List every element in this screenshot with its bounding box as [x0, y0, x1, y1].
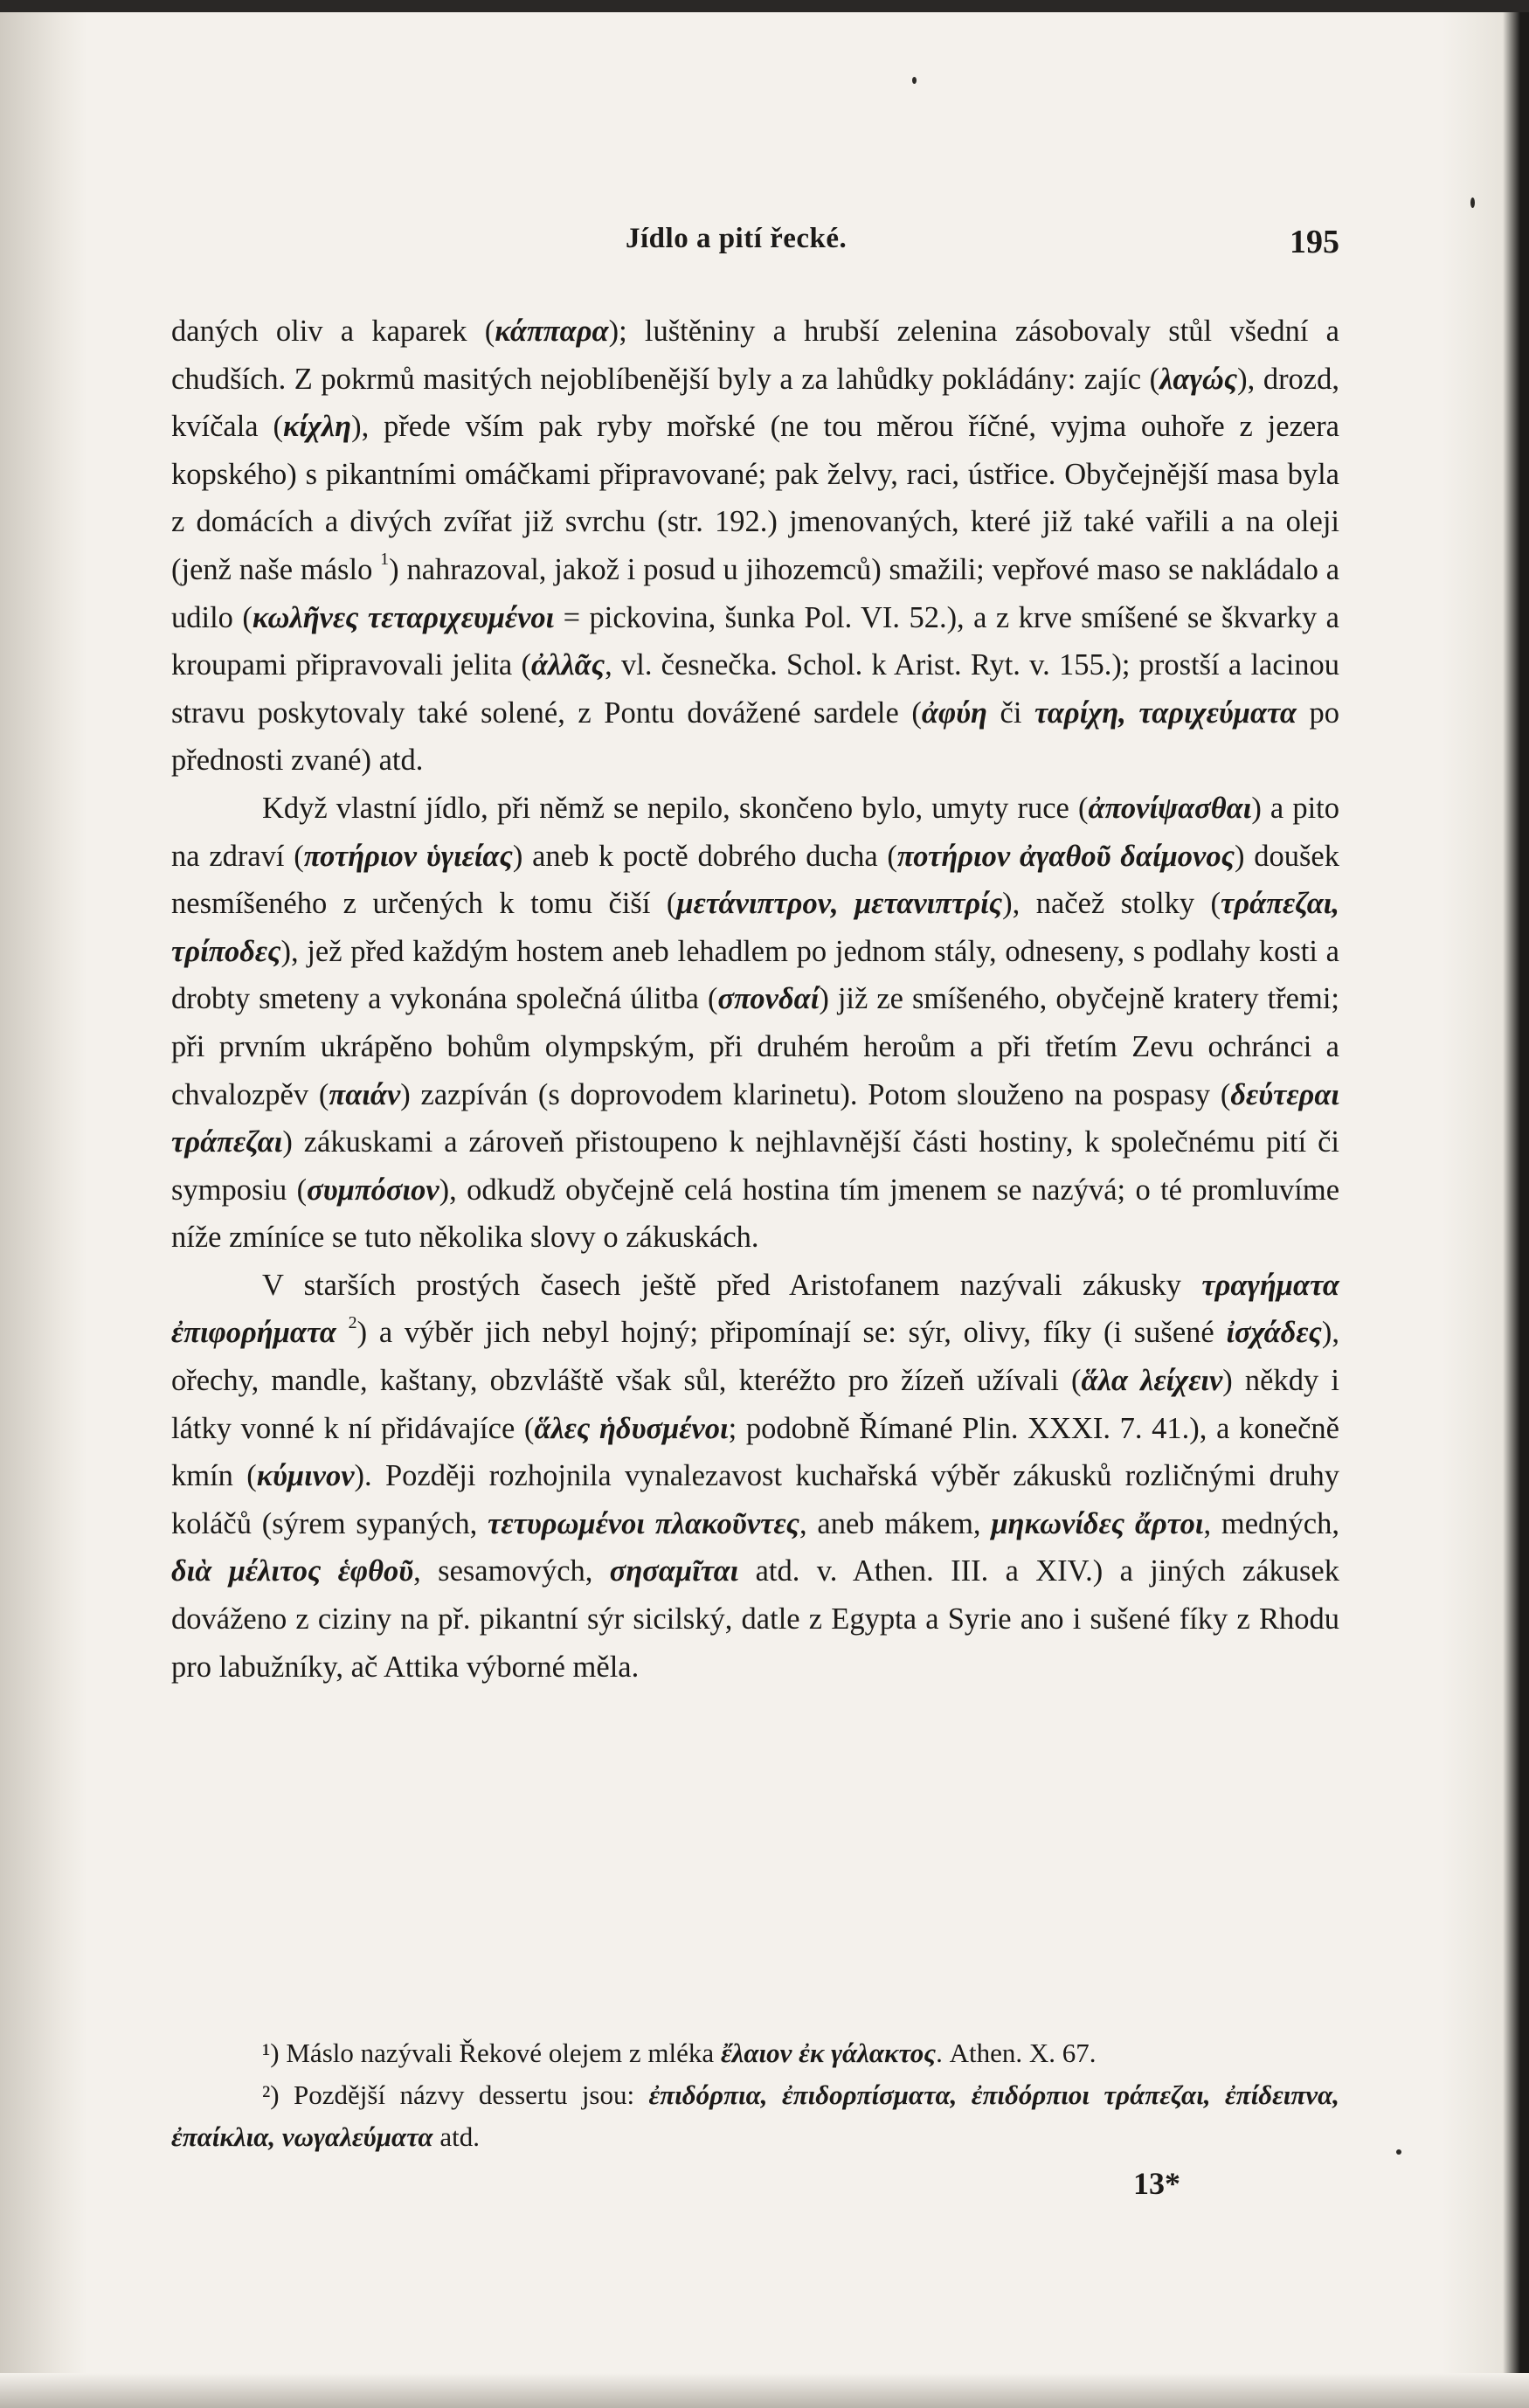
greek-term: κωλῆνες τεταριχευμένοι [252, 600, 555, 634]
greek-term: κάππαρα [495, 315, 609, 348]
running-header [171, 223, 1339, 266]
greek-term: σπονδαί [717, 982, 820, 1016]
text-run: ) a výběr jich nebyl hojný; připomínají se: sýr, olivy, fíky (i sušené [356, 1316, 1227, 1350]
scan-speck [1396, 2149, 1401, 2155]
text-run: ) již ze smíšeného, obyčejně kratery třemi; při prvním ukrápěno bohům olympským, při druhém heroům a při třetím Zevu ochránci a chvalozpěv ( [171, 982, 1339, 1111]
greek-term: ἅλα λείχειν [1081, 1364, 1223, 1398]
greek-term: ποτήριον ἀγαθοῦ δαίμονος [896, 839, 1235, 873]
text-run: ¹) Máslo nazývali Řekové olejem z mléka [262, 2038, 721, 2068]
text-run: ), přede vším pak ryby mořské (ne tou měrou říčné, vyjma ouhoře z jezera kopského) s pikantními omáčkami připravované; pak želvy, raci, ústřice. Obyčejnější masa byla z domácích a divých zvířat již svrchu (str. 192.) jmenovaných, které již také vařili a na oleji (jenž naše máslo [171, 410, 1339, 586]
page-number: 195 [1290, 224, 1339, 260]
greek-term: σησαμῖται [609, 1554, 739, 1588]
scan-speck [1470, 197, 1475, 208]
text-run: ²) Pozdější názvy dessertu jsou: [262, 2079, 649, 2110]
text-run: , medných, [1203, 1506, 1339, 1540]
text-run: atd. [432, 2121, 480, 2152]
text-run: ), odkudž obyčejně celá hostina tím jmenem se nazývá; o té promluvíme níže zmíníce se tuto několika slovy o zákuskách. [171, 1173, 1340, 1255]
footnote-ref: 1 [380, 550, 390, 570]
page-top-edge [0, 0, 1529, 12]
text-run: Když vlastní jídlo, při němž se nepilo, skončeno bylo, umyty ruce ( [262, 791, 1089, 825]
page-bottom-edge [0, 2373, 1529, 2408]
greek-term: μετάνιπτρον, μετανιπτρίς [676, 887, 1003, 921]
text-run: , vl. česnečka. Schol. k Arist. Ryt. v. 155.); prostší a lacinou stravu poskytovaly také solené, z Pontu dovážené sardele ( [171, 648, 1339, 730]
text-run: ) aneb k poctě dobrého ducha ( [512, 839, 897, 873]
text-run: daných oliv a kaparek ( [171, 315, 495, 348]
text-run: = pickovina, šunka Pol. VI. 52.), a z krve smíšené se škvarky a kroupami připravovali jelita ( [171, 600, 1339, 682]
greek-term: τραγήματα ἐπιφορήματα [171, 1268, 1339, 1350]
greek-term: τετυρωμένοι πλακοῦντες [488, 1506, 799, 1540]
text-run: , aneb mákem, [799, 1506, 992, 1540]
greek-term: ἀλλᾶς [530, 648, 605, 682]
greek-term: συμπόσιον [307, 1173, 439, 1207]
text-run: ; podobně Římané Plin. XXXI. 7. 41.), a konečně kmín ( [171, 1411, 1339, 1493]
text-run: V starších prostých časech ještě před Aristofanem nazývali zákusky [262, 1268, 1202, 1302]
text-run: či [986, 695, 1034, 730]
footnote [171, 2074, 1339, 2158]
text-run: ). Později rozhojnila vynalezavost kuchařská výběr zákusků rozličnými druhy koláčů (sýrem sypaných, [171, 1459, 1339, 1540]
greek-term: δεύτεραι τράπεζαι [171, 1077, 1339, 1159]
greek-term: μηκωνίδες ἄρτοι [991, 1506, 1204, 1540]
greek-term: κίχλη [282, 410, 352, 444]
paragraph [171, 308, 1339, 785]
greek-term: ἀφύη [921, 695, 987, 730]
greek-term: κύμινον [256, 1459, 355, 1493]
greek-term: τράπεζαι, τρίποδες [171, 887, 1339, 968]
text-run: ) doušek nesmíšeného z určených k tomu čiší ( [171, 839, 1339, 921]
main-text [171, 308, 1339, 1691]
greek-term: παιάν [329, 1077, 401, 1111]
greek-term: ἐπιδόρπια, ἐπιδορπίσματα, ἐπιδόρπιοι τράπεζαι, ἐπίδειπνα, ἐπαίκλια, νωγαλεύματα [171, 2079, 1339, 2152]
greek-term: ταρίχη, ταριχεύματα [1034, 695, 1297, 730]
footnotes [171, 2032, 1339, 2158]
text-run: po přednosti zvané) atd. [171, 695, 1339, 778]
running-title: Jídlo a pití řecké. [626, 223, 848, 254]
greek-term: ποτήριον ὑγιείας [303, 839, 513, 873]
footnote [171, 2032, 1339, 2074]
text-run: atd. v. Athen. III. a XIV.) a jiných zákusek dováženo z ciziny na př. pikantní sýr sicilský, datle z Egypta a Syrie ano i sušené fíky z Rhodu pro labužníky, ač Attika výborné měla. [171, 1554, 1339, 1684]
text-run: ); luštěniny a hrubší zelenina zásobovaly stůl všední a chudších. Z pokrmů masitých nejoblíbenější byly a za lahůdky pokládány: zajíc ( [171, 315, 1339, 396]
greek-term: ἅλες ἡδυσμένοι [534, 1411, 729, 1445]
greek-term: διὰ μέλιτος ἑφθοῦ [171, 1554, 414, 1588]
text-run: ) a pito na zdraví ( [171, 791, 1339, 873]
paragraph [171, 785, 1339, 1262]
text-run: ), ořechy, mandle, kaštany, obzvláště však sůl, kteréžto pro žízeň užívali ( [171, 1316, 1340, 1398]
paragraph [171, 1262, 1339, 1691]
text-run: ), drozd, kvíčala ( [171, 362, 1339, 444]
text-run: ) zákuskami a zároveň přistoupeno k nejhlavnější části hostiny, k společnému pití či symposiu ( [171, 1125, 1339, 1207]
text-run: ), jež před každým hostem aneb lehadlem po jednom stály, odneseny, s podlahy kosti a drobty smeteny a vykonána společná úlitba ( [171, 934, 1339, 1016]
text-run: ) zazpíván (s doprovodem klarinetu). Potom slouženo na pospasy ( [400, 1077, 1231, 1111]
greek-term: ἰσχάδες [1226, 1316, 1322, 1350]
greek-term: λαγώς [1159, 362, 1238, 396]
text-run [336, 1316, 349, 1349]
signature-mark: 13* [1133, 2166, 1180, 2201]
text-run: ) někdy i látky vonné k ní přidávajíce ( [171, 1364, 1339, 1445]
greek-term: ἔλαιον ἐκ γάλακτος [720, 2038, 937, 2068]
text-run: , sesamových, [413, 1554, 610, 1588]
greek-term: ἀπονίψασθαι [1088, 791, 1252, 825]
text-run: ), načež stolky ( [1002, 887, 1221, 921]
text-run: ) nahrazoval, jakož i posud u jihozemců) smažili; vepřové maso se nakládalo a udilo ( [171, 552, 1340, 634]
footnote-ref: 2 [348, 1312, 357, 1332]
text-run: . Athen. X. 67. [936, 2038, 1097, 2068]
scan-speck [912, 77, 917, 84]
